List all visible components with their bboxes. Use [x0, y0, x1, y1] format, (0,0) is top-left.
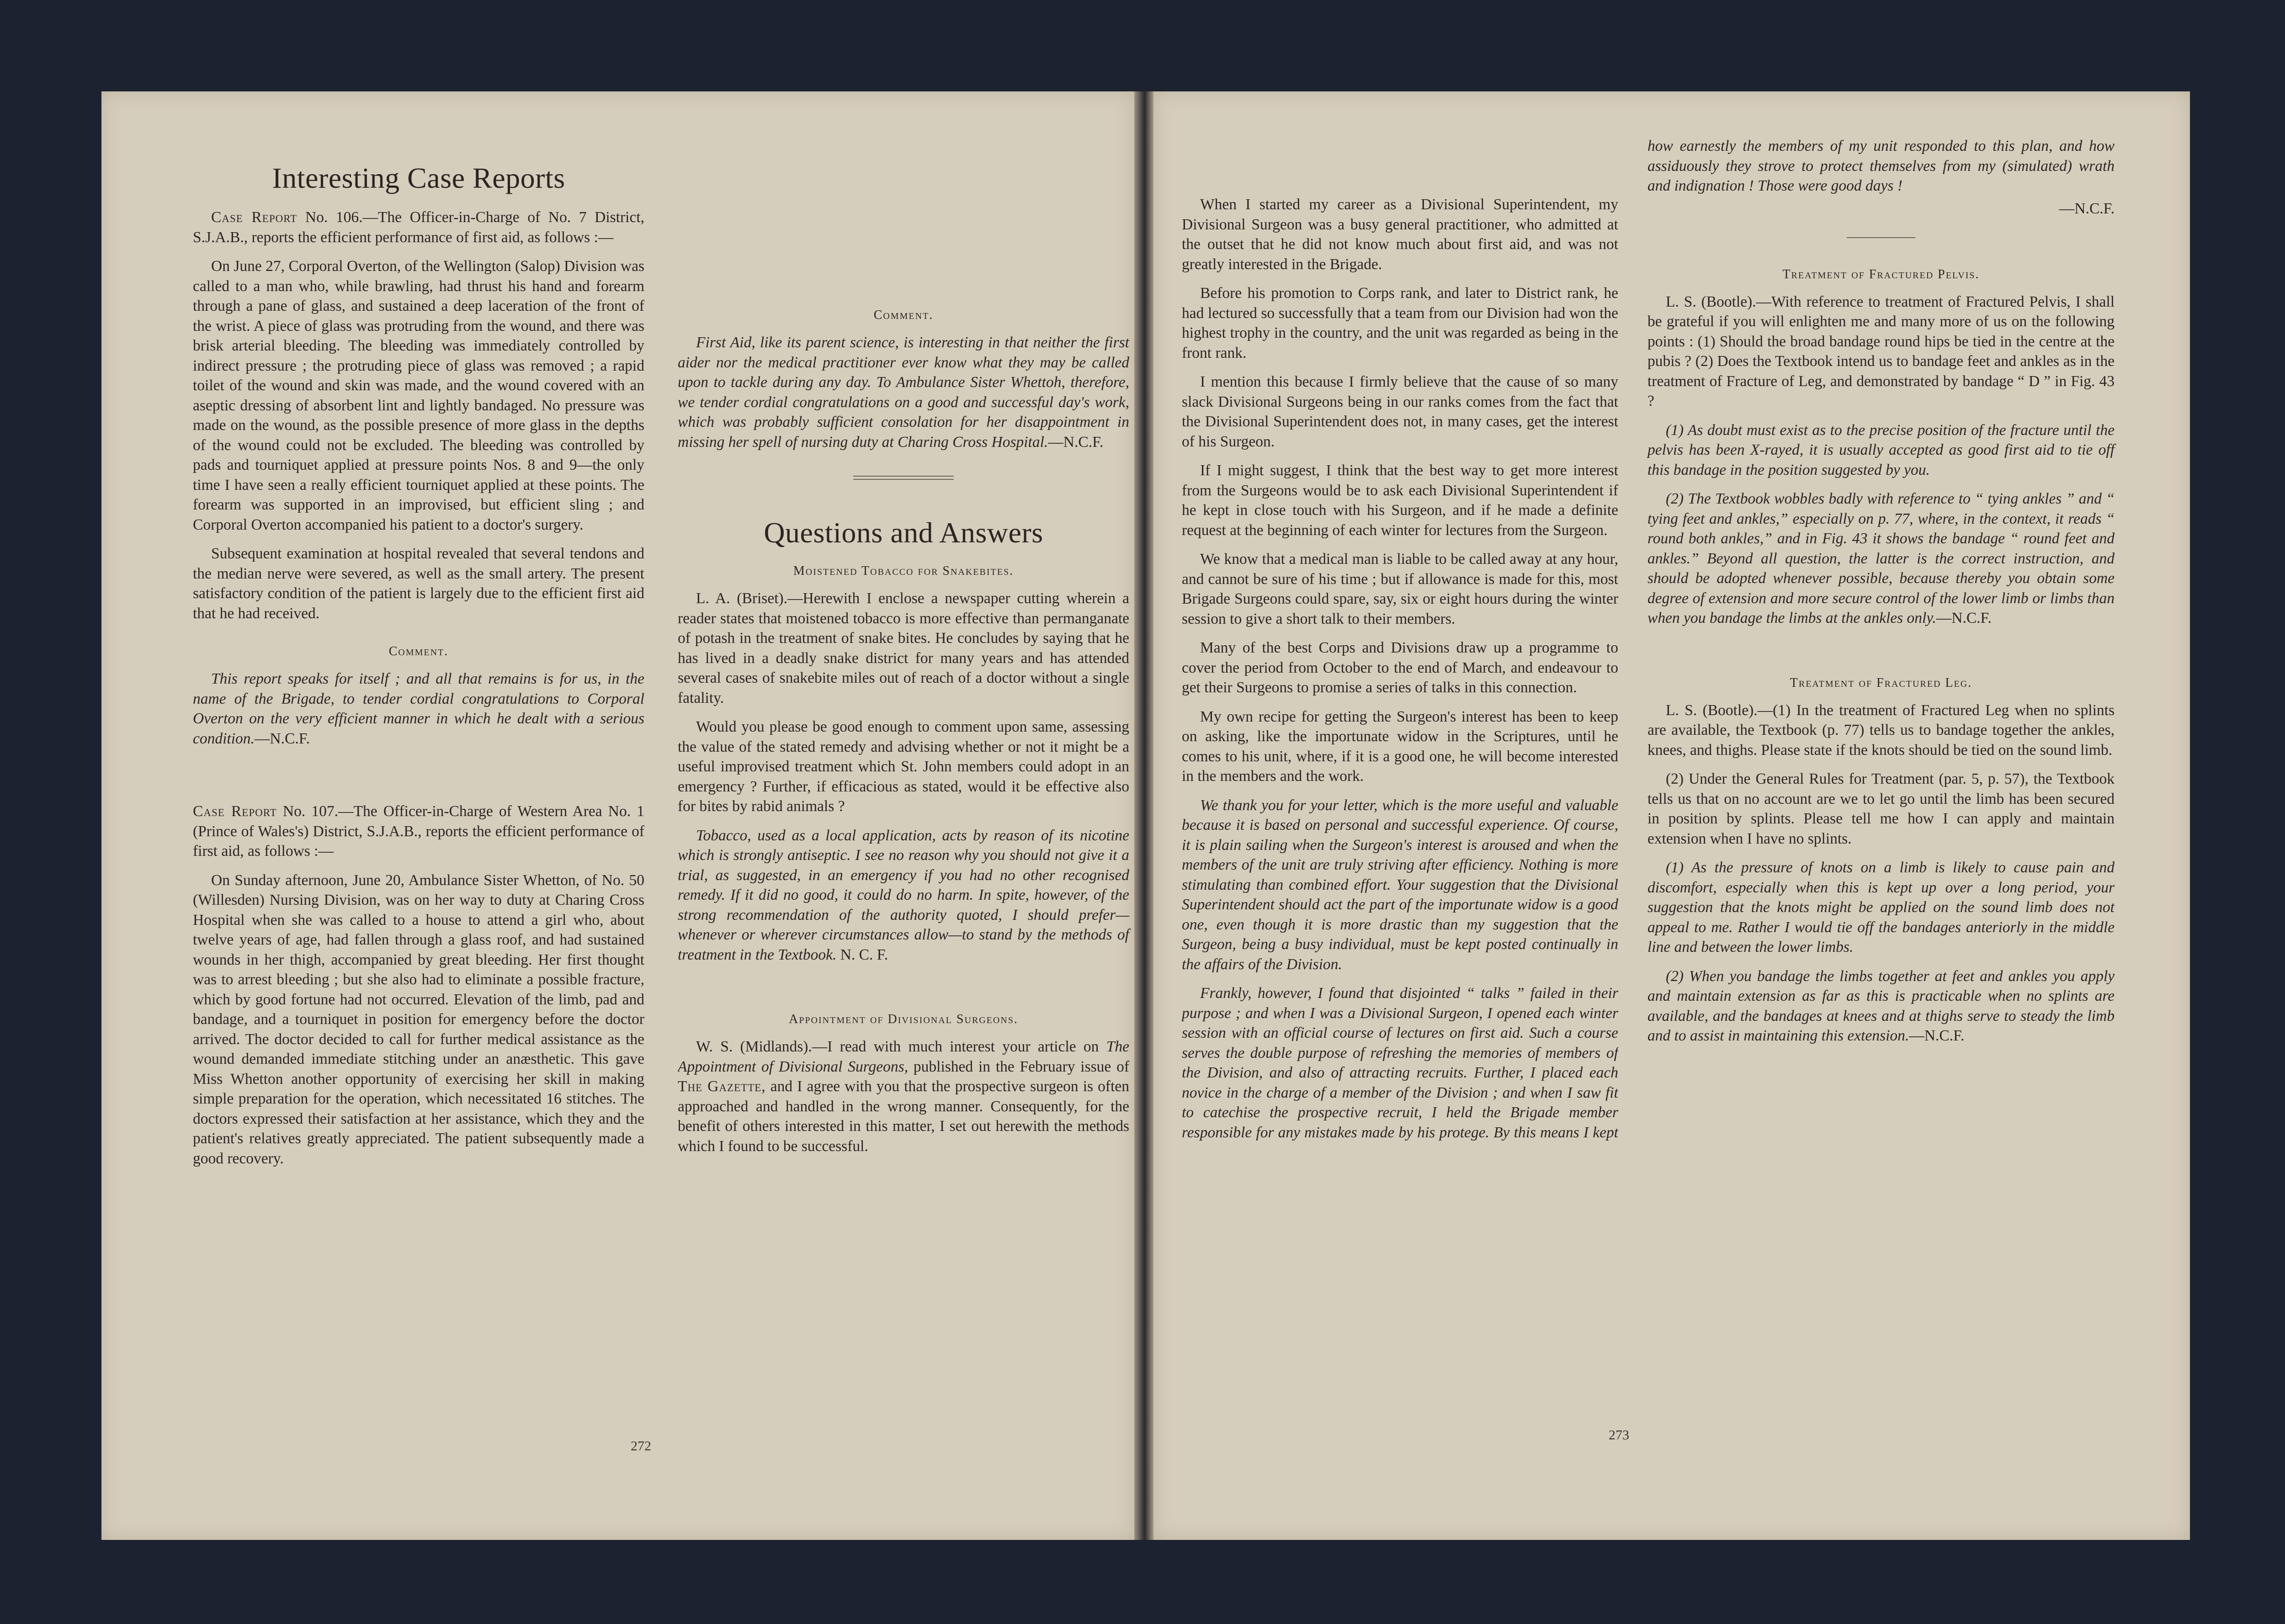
- tobacco-question-2: Would you please be good enough to comment upon same, assessing the value of the stated remedy and advising whether or not it might be a useful improvised treatment which St. John members could adopt in an emergency ? Further, if efficacious as stated, would it be effective also for bites by rabid animals ?: [678, 718, 1129, 815]
- surgeons-heading: Appointment of Divisional Surgeons.: [789, 1012, 1018, 1026]
- column-2: [678, 155, 1129, 1166]
- pelvis-answer-2: (2) The Textbook wobbles badly with reference to “ tying ankles ” and “ tying feet and ankles,” especially on p. 77, where, in the context, it reads “ round both ankles,” and in Fig. 43 it shows the bandage “ round feet and ankles.” Beyond all question, the latter is the correct instruction, and should be adopted whenever possible, because thereby you obtain some degree of extension and more secure control of the lower limb or limbs than when you bandage the limbs at the ankles only.: [1647, 490, 2115, 626]
- case-report-label: Case Report: [211, 209, 298, 226]
- pelvis-answer-1: (1) As doubt must exist as to the precise position of the fracture until the pelvis has been X-rayed, it is usually accepted as good first aid to tie off this bandage in the position suggested by you.: [1647, 421, 2115, 478]
- page-number-right: 273: [1609, 1428, 1629, 1443]
- pelvis-question: L. S. (Bootle).—With reference to treatment of Fractured Pelvis, I shall be grateful if you will enlighten me and many more of us on the following points : (1) Should the broad bandage round hips be tied in the centre at the pubis ? (2) Does the Textbook intend us to bandage feet and ankles as in the treatment of Fracture of Leg, and demonstrated by bandage “ D ” in Fig. 43 ?: [1647, 293, 2115, 409]
- case-report-label-2: Case Report: [193, 803, 277, 820]
- column-1: [193, 161, 644, 1221]
- surgeons-answer-2-continued: how earnestly the members of my unit responded to this plan, and how assiduously they strove to protect themselves from my (simulated) wrath and indignation ! Those were good days !: [1647, 138, 2115, 194]
- case-107-comment: First Aid, like its parent science, is interesting in that neither the first aider nor the medical practitioner ever know what they may be called upon to tackle during any day. To Ambulance Sister Whettoh, therefore, we tender cordial congratulations on a good and successful day's work, which was probably sufficient consolation for her disappointment in missing her spell of nursing duty at Charing Cross Hospital.: [678, 334, 1129, 451]
- tobacco-answer: Tobacco, used as a local application, acts by reason of its nicotine which is strongly antiseptic. I see no reason why you should not give it a trial, as suggested, in an emergency if you had no other recognised remedy. If it did no good, it could do no harm. In spite, however, of the strong recommendation of the authority quoted, I should prefer—whenever or wherever circumstances allow—to stand by the methods of treatment in the Textbook.: [678, 827, 1129, 963]
- case-106-intro: No. 106.—The Officer-in-Charge of No. 7 District, S.J.A.B., reports the efficient performance of first aid, as follows :—: [193, 209, 644, 246]
- surgeons-para-6: Many of the best Corps and Divisions draw up a programme to cover the period from October to the end of March, and endeavour to get their Surgeons to promise a series of talks in this connection.: [1182, 639, 1618, 696]
- case-106-comment: This report speaks for itself ; and all that remains is for us, in the name of the Brigade, to tender cordial congratulations to Corporal Overton on the very efficient manner in which he dealt with a serious condition.: [193, 670, 644, 747]
- surgeons-para-3: I mention this because I firmly believe that the cause of so many slack Divisional Surgeons being in our ranks comes from the fact that the Divisional Superintendent does not, in many cases, get the interest of his Surgeon.: [1182, 373, 1618, 450]
- pelvis-answer-sign: —N.C.F.: [1936, 610, 1992, 626]
- case-107-comment-heading: Comment.: [873, 308, 934, 322]
- surgeons-answer-sign: —N.C.F.: [2059, 200, 2115, 217]
- tobacco-answer-sign: N. C. F.: [840, 946, 888, 963]
- surgeons-question-intro-continued: [1182, 145, 1618, 186]
- surgeons-question-intro: W. S. (Midlands).—I read with much interest your article on The Appointment of Divisional Surgeons, published in the February issue of The Gazette, and I agree with you that the prospective surgeon is often approached and handled in the wrong manner. Consequently, for the benefit of others interested in this matter, I set out herewith the methods which I found to be successful.: [678, 1038, 1129, 1155]
- surgeons-para-1: When I started my career as a Divisional Superintendent, my Divisional Surgeon was a busy general practitioner, who admitted at the outset that he did not know much about first aid, and was not greatly interested in the Brigade.: [1182, 196, 1618, 273]
- surgeons-answer-2: Frankly, however, I found that disjointed “ talks ” failed in their purpose ; and when I was a Divisional Surgeon, I opened each winter session with an official course of lectures on first aid. Such a course serves the double purpose of refreshing the memories of members of the Division, and also of attracting recruits. Further, I placed each novice in the charge of a member of the Division ; and when I saw fit to catechise the prospective recruit, I held the Brigade member responsible for any mistakes made by his protege. By this means I kept: [1182, 985, 1618, 1141]
- leg-answer-sign: —N.C.F.: [1909, 1027, 1965, 1044]
- column-4: [1647, 138, 2115, 1055]
- leg-answer-2: (2) When you bandage the limbs together at feet and ankles you apply and maintain extension as far as this is practicable when no splints are available, and the bandages at knees and at thighs serve to steady the limb and to assist in maintaining this extension.: [1647, 967, 2115, 1044]
- case-106-comment-sign: —N.C.F.: [254, 730, 310, 747]
- case-107-intro: No. 107.—The Officer-in-Charge of Western Area No. 1 (Prince of Wales's) District, S.J.A.B., reports the efficient performance of first aid, as follows :—: [193, 803, 644, 860]
- column-3: [1182, 145, 1618, 1144]
- leg-answer-1: (1) As the pressure of knots on a limb is likely to cause pain and discomfort, especially when this is kept up over a long period, your suggestion that the knots might be applied on the sound limb does not appeal to me. Rather I would tie off the bandages anteriorly in the middle line and between the lower limbs.: [1647, 859, 2115, 955]
- leg-question-2: (2) Under the General Rules for Treatment (par. 5, p. 57), the Textbook tells us that on no account are we to let go until the limb has been secured in position by splints. Please tell me how I can apply and maintain extension when I have no splints.: [1647, 770, 2115, 847]
- leg-heading: Treatment of Fractured Leg.: [1790, 675, 1972, 690]
- short-rule-divider-1: [1847, 237, 1915, 238]
- section-title-questions-answers: Questions and Answers: [764, 516, 1043, 549]
- tobacco-question-1: L. A. (Briset).—Herewith I enclose a newspaper cutting wherein a reader states that moistened tobacco is more effective than permanganate of potash in the treatment of snake bites. He concludes by saying that he has lived in a deadly snake district for many years and has attended several cases of snakebite miles out of reach of a doctor without a single fatality.: [678, 590, 1129, 706]
- case-107-para-1: On Sunday afternoon, June 20, Ambulance Sister Whetton, of No. 50 (Willesden) Nursing Division, was on her way to duty at Charing Cross Hospital when she was called to a house to attend a girl who, about twelve years of age, had fallen through a glass roof, and had sustained wounds in her thigh, accompanied by great bleeding. Her first thought was to arrest bleeding ; but she also had to eliminate a possible fracture, which by good fortune had not occurred. Elevation of the limb, pad and bandage, and a tourniquet in position for emergency before the doctor arrived. The doctor decided to call for further medical assistance as the wound demanded immediate stitching under an anæsthetic. This gave Miss Whetton another opportunity of exercising her skill in making simple preparation for the operation, which necessitated 16 stitches. The doctors expressed their satisfaction at her assistance, which they and the patient's relatives greatly appreciated. The patient subsequently made a good recovery.: [193, 871, 644, 1167]
- tobacco-heading: Moistened Tobacco for Snakebites.: [793, 564, 1014, 578]
- surgeons-para-2: Before his promotion to Corps rank, and later to District rank, he had lectured so successfully that a team from our Division had won the highest trophy in the country, and the unit was regarded as being in the front rank.: [1182, 285, 1618, 361]
- case-106-para-1: On June 27, Corporal Overton, of the Wellington (Salop) Division was called to a man who, while brawling, had thrust his hand and forearm through a pane of glass, and sustained a deep laceration of the front of the wrist. A piece of glass was protruding from the wound, and there was brisk arterial bleeding. The bleeding was immediately controlled by indirect pressure ; the protruding piece of glass was removed ; a rapid toilet of the wound and skin was made, and the wound covered with an aseptic dressing of absorbent lint and lightly bandaged. No pressure was made on the wound, as the possible presence of more glass in the depths of the wound could not be excluded. The bleeding was controlled by pads and tourniquet applied at pressure points Nos. 8 and 9—the only time I have seen a really efficient tourniquet applied at these points. The forearm was supported in an improvised, but efficient sling ; and Corporal Overton accompanied his patient to a doctor's surgery.: [193, 258, 644, 533]
- case-106-comment-heading: Comment.: [388, 644, 449, 658]
- case-107-comment-sign: —N.C.F.: [1048, 433, 1104, 451]
- case-106-para-2: Subsequent examination at hospital revealed that several tendons and the median nerve were severed, as well as the small artery. The present satisfactory condition of the patient is largely due to the efficient first aid that he had received.: [193, 545, 644, 622]
- surgeons-para-4: If I might suggest, I think that the best way to get more interest from the Surgeons would be to ask each Divisional Superintendent if he kept in close touch with his Surgeon, and if he made a definite request at the beginning of each winter for lectures from the Surgeon.: [1182, 462, 1618, 539]
- leg-question-1: L. S. (Bootle).—(1) In the treatment of Fractured Leg when no splints are available, the Textbook (p. 77) tells us to bandage together the ankles, knees, and thighs. Please state if the knots should be tied on the sound limb.: [1647, 701, 2115, 759]
- page-number-left: 272: [631, 1438, 651, 1454]
- pelvis-heading: Treatment of Fractured Pelvis.: [1782, 267, 1980, 281]
- section-title-case-reports: Interesting Case Reports: [272, 162, 565, 194]
- case-107-para-1-continued: [678, 155, 1129, 297]
- surgeons-para-7: My own recipe for getting the Surgeon's interest has been to keep on asking, like the importunate widow in the Scriptures, until he comes to his unit, where, if it is a good one, he will become interested in the members and the work.: [1182, 708, 1618, 785]
- double-rule-divider: [853, 476, 954, 480]
- surgeons-answer-1: We thank you for your letter, which is the more useful and valuable because it is based on personal and successful experience. Of course, it is plain sailing when the Surgeon's interest is aroused and when the members of the unit are truly striving after efficiency. Nothing is more stimulating than combined effort. Your suggestion that the Divisional Superintendent should act the part of the importunate widow is a good one, even though it is more drastic than my suggestion that the Surgeon, being a busy individual, must be kept posted continually in the affairs of the Division.: [1182, 796, 1618, 973]
- book-spine: [1134, 91, 1153, 1540]
- surgeons-para-5: We know that a medical man is liable to be called away at any hour, and cannot be sure of his time ; but if allowance is made for this, most Brigade Surgeons could spare, say, six or eight hours during the winter session to give a short talk to their members.: [1182, 551, 1618, 627]
